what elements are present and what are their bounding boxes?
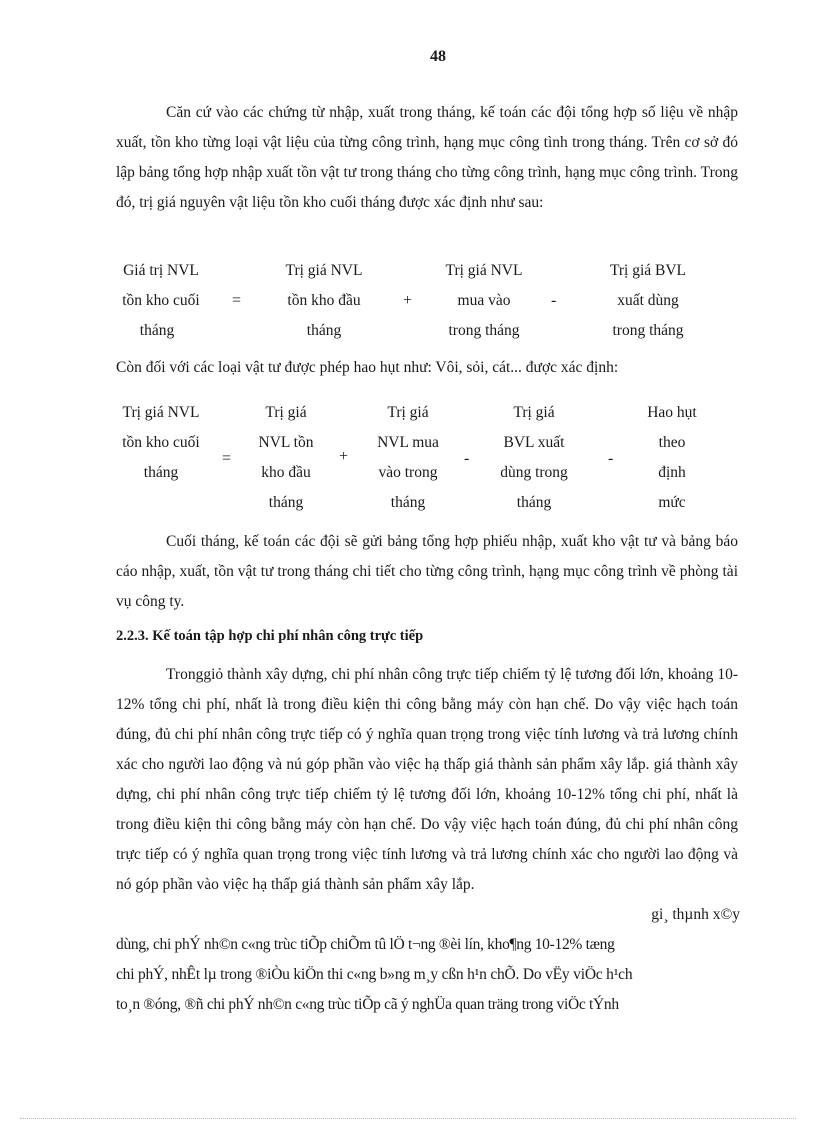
formula-text: Giá trị NVL (123, 262, 199, 279)
formula-text: BVL xuất (503, 434, 565, 451)
formula2-term-loss (632, 398, 712, 518)
paragraph-month-end: Cuối tháng, kế toán các đội sẽ gửi bảng tổng hợp phiếu nhập, xuất kho vật tư và bảng báo cáo nhập, xuất, tồn vật tư trong tháng chi tiết cho từng công trình, hạng mục công trình về phòng tài vụ công ty. (116, 533, 738, 610)
footer-divider (20, 1118, 796, 1119)
formula-text: dùng trong (500, 464, 568, 481)
formula-text: NVL tồn (258, 434, 314, 451)
section-heading: 2.2.3. Kế toán tập hợp chi phí nhân công trực tiếp (116, 628, 424, 644)
garbled-text-line: to¸n ®óng, ®ñ chi phÝ nh©n c«ng trùc tiÕp cã ý nghÜa quan träng trong viÖc tÝnh (116, 996, 619, 1013)
formula1-plus: + (403, 292, 413, 309)
formula-text: tháng (306, 322, 342, 339)
formula1-equals: = (232, 292, 242, 309)
formula-text: trong tháng (448, 322, 520, 339)
garbled-text-line: dùng, chi phÝ nh©n c«ng trùc tiÕp chiÕm tû lÖ t¬ng ®èi lín, kho¶ng 10-12% tæng (116, 936, 615, 953)
formula-text: vào trong (378, 464, 438, 481)
formula-text: trong tháng (612, 322, 684, 339)
formula2-plus: + (339, 448, 349, 465)
formula-text: tháng (139, 322, 175, 339)
formula-text: Trị giá NVL (122, 404, 200, 421)
formula-text: Trị giá BVL (609, 262, 687, 279)
formula-text: mức (658, 494, 686, 511)
formula-text: Hao hụt (647, 404, 697, 421)
formula2-term-purchased (366, 398, 450, 518)
formula2-term-beginning (248, 398, 324, 518)
formula-text: tháng (143, 464, 179, 481)
formula-text: kho đầu (261, 464, 311, 481)
formula-text: tồn kho đầu (287, 292, 361, 309)
garbled-text-line: gi¸ thµnh x©y (651, 906, 740, 923)
formula-text: mua vào (457, 292, 511, 309)
formula1-term-beginning (276, 256, 372, 346)
formula-text: Trị giá (265, 404, 307, 421)
page-number: 48 (430, 48, 446, 65)
paragraph-loss-materials: Còn đối với các loại vật tư được phép hao hụt như: Vôi, sỏi, cát... được xác định: (116, 359, 619, 376)
formula2-term-ending (116, 398, 206, 488)
formula-text: định (658, 464, 686, 481)
garbled-text-line: chi phÝ, nhÊt lµ trong ®iÒu kiÖn thi c«ng b»ng m¸y cßn h¹n chÕ. Do vËy viÖc h¹ch (116, 966, 633, 983)
formula-text: xuất dùng (617, 292, 679, 309)
formula2-equals: = (222, 450, 232, 467)
formula-text: tồn kho cuối (122, 434, 200, 451)
formula-text: theo (658, 434, 686, 451)
formula-text: Trị giá NVL (285, 262, 363, 279)
formula1-term-purchased (436, 256, 532, 346)
formula1-term-issued (600, 256, 696, 346)
formula-text: tháng (516, 494, 552, 511)
formula1-minus: - (551, 292, 557, 309)
formula-text: tháng (268, 494, 304, 511)
formula-text: tồn kho cuối (122, 292, 200, 309)
formula2-minus-2: - (608, 450, 614, 467)
formula-text: Trị giá (513, 404, 555, 421)
formula1-term-ending (116, 256, 206, 346)
formula-text: tháng (390, 494, 426, 511)
paragraph-labor-cost: Tronggiỏ thành xây dựng, chi phí nhân công trực tiếp chiếm tỷ lệ tương đối lớn, khoảng 10-12% tổng chi phí, nhất là trong điều kiện thi công bằng máy còn hạn chế. Do vậy việc hạch toán đúng, đủ chi phí nhân công trực tiếp có ý nghĩa quan trọng trong việc tính lương và trả lương chính xác cho người lao động và nú góp phần vào việc hạ thấp giá thành sản phẩm xây lắp. giá thành xây dựng, chi phí nhân công trực tiếp chiếm tỷ lệ tương đối lớn, khoảng 10-12% tổng chi phí, nhất là trong điều kiện thi công bằng máy còn hạn chế. Do vậy việc hạch toán đúng, đủ chi phí nhân công trực tiếp có ý nghĩa quan trọng trong việc tính lương và trả lương chính xác cho người lao động và nó góp phần vào việc hạ thấp giá thành sản phẩm xây lắp. (116, 666, 738, 893)
formula2-term-issued (490, 398, 578, 518)
formula-text: Trị giá (387, 404, 429, 421)
formula-text: Trị giá NVL (445, 262, 523, 279)
formula2-minus-1: - (464, 450, 470, 467)
formula-text: NVL mua (377, 434, 439, 451)
paragraph-intro: Căn cứ vào các chứng từ nhập, xuất trong tháng, kế toán các đội tổng hợp số liệu về nhập xuất, tồn kho từng loại vật liệu của từng công trình, hạng mục công tình trong tháng. Trên cơ sở đó lập bảng tổng hợp nhập xuất tồn vật tư trong tháng cho từng công trình, hạng mục công trình. Trong đó, trị giá nguyên vật liệu tồn kho cuối tháng được xác định như sau: (116, 104, 738, 211)
